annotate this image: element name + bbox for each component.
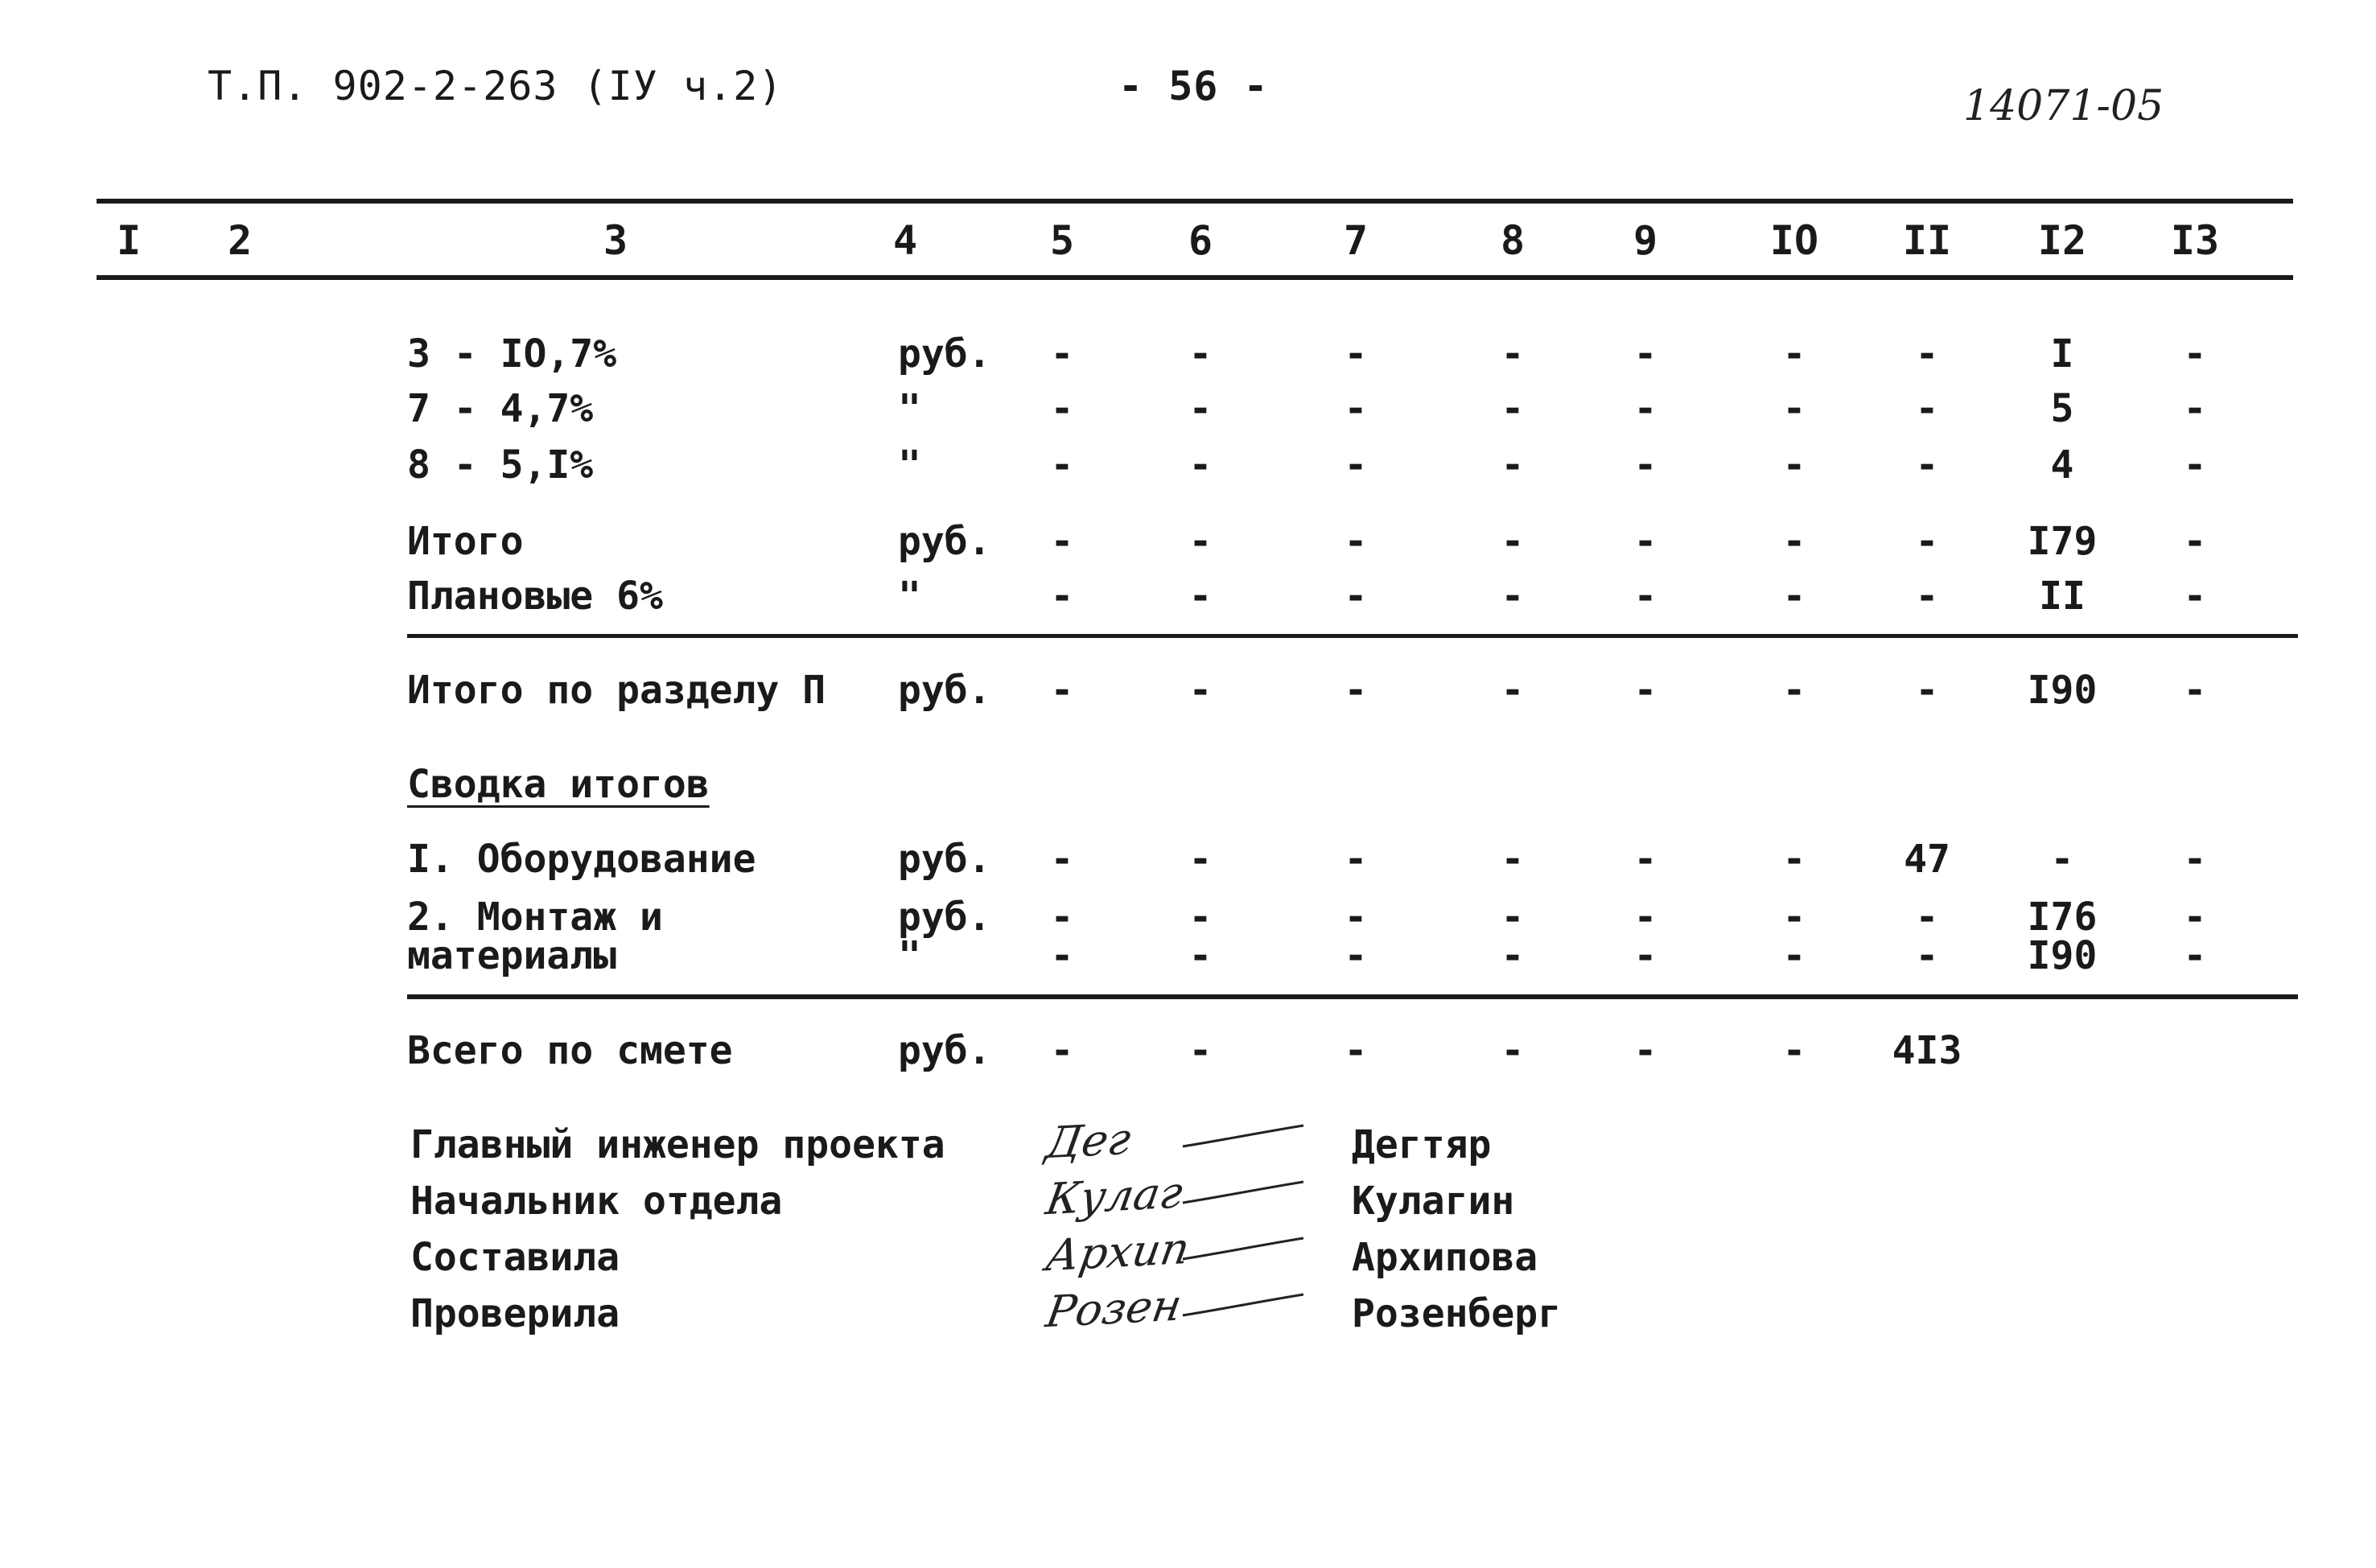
column-number-12: I2	[2037, 217, 2087, 264]
cell-col-6: -	[1188, 519, 1213, 564]
table-row	[0, 442, 2376, 491]
svg-text:Архип: Архип	[1042, 1222, 1193, 1282]
svg-text:Кулаг: Кулаг	[1042, 1167, 1187, 1225]
column-number-5: 5	[1049, 217, 1075, 264]
cell-col-8: -	[1501, 668, 1525, 713]
signatory-name: Кулагин	[1352, 1179, 1515, 1224]
row-unit: руб.	[898, 895, 991, 940]
row-label: Итого по разделу П	[407, 668, 826, 713]
cell-col-9: -	[1633, 386, 1657, 431]
column-number-2: 2	[227, 217, 253, 264]
summary-heading: Сводка итогов	[407, 762, 710, 807]
cell-col-9: -	[1633, 895, 1657, 940]
signature-row	[0, 1279, 2376, 1340]
column-number-1: I	[116, 217, 142, 264]
cell-col-13: -	[2183, 933, 2207, 978]
cell-col-6: -	[1188, 442, 1213, 488]
cell-col-12: II	[2039, 574, 2086, 619]
signature-row	[0, 1222, 2376, 1283]
header-bottom-rule	[97, 275, 2293, 280]
cell-col-6: -	[1188, 331, 1213, 377]
summary-row	[0, 933, 2376, 982]
row-unit: руб.	[898, 519, 991, 564]
signatory-name: Архипова	[1352, 1235, 1538, 1280]
cell-col-12: I76	[2027, 895, 2098, 940]
cell-col-8: -	[1501, 895, 1525, 940]
row-label: 7 - 4,7%	[407, 386, 594, 431]
cell-col-10: -	[1782, 386, 1806, 431]
cell-col-9: -	[1633, 1028, 1657, 1073]
signatory-name: Розенберг	[1352, 1291, 1562, 1336]
signatory-role: Главный инженер проекта	[410, 1122, 945, 1167]
table-row	[0, 331, 2376, 380]
column-number-9: 9	[1633, 217, 1658, 264]
cell-col-6: -	[1188, 574, 1213, 619]
cell-col-5: -	[1050, 895, 1074, 940]
row-label: Итого	[407, 519, 524, 564]
cell-col-5: -	[1050, 837, 1074, 882]
table-row	[0, 574, 2376, 622]
cell-col-7: -	[1344, 386, 1368, 431]
cell-col-12: I79	[2027, 519, 2098, 564]
column-number-13: I3	[2170, 217, 2220, 264]
column-number-6: 6	[1188, 217, 1213, 264]
cell-col-12: I90	[2027, 668, 2098, 713]
column-number-8: 8	[1500, 217, 1526, 264]
cell-col-5: -	[1050, 519, 1074, 564]
cell-col-10: -	[1782, 331, 1806, 377]
cell-col-11: -	[1915, 574, 1939, 619]
cell-col-6: -	[1188, 933, 1213, 978]
cell-col-9: -	[1633, 442, 1657, 488]
cell-col-6: -	[1188, 668, 1213, 713]
signature-row	[0, 1167, 2376, 1227]
cell-col-7: -	[1344, 837, 1368, 882]
cell-col-11: -	[1915, 933, 1939, 978]
cell-col-13: -	[2183, 895, 2207, 940]
cell-col-11: -	[1915, 895, 1939, 940]
column-number-7: 7	[1343, 217, 1369, 264]
column-number-3: 3	[603, 217, 628, 264]
signatory-role: Составила	[410, 1235, 620, 1280]
handwritten-signature	[1038, 1277, 1312, 1341]
cell-col-13: -	[2183, 386, 2207, 431]
section-rule	[407, 634, 2298, 638]
cell-col-12: I	[2050, 331, 2074, 377]
cell-col-11: -	[1915, 386, 1939, 431]
cell-col-9: -	[1633, 668, 1657, 713]
cell-col-5: -	[1050, 1028, 1074, 1073]
cell-col-8: -	[1501, 442, 1525, 488]
cell-col-8: -	[1501, 837, 1525, 882]
cell-col-11: -	[1915, 331, 1939, 377]
cell-col-11: -	[1915, 668, 1939, 713]
cell-col-10: -	[1782, 574, 1806, 619]
cell-col-9: -	[1633, 933, 1657, 978]
row-label: 2. Монтаж и	[407, 895, 663, 940]
cell-col-13: -	[2183, 837, 2207, 882]
cell-col-5: -	[1050, 386, 1074, 431]
row-label: материалы	[407, 933, 617, 978]
row-unit: "	[898, 442, 921, 488]
row-label: 3 - IO,7%	[407, 331, 617, 377]
row-unit: "	[898, 386, 921, 431]
row-unit: руб.	[898, 837, 991, 882]
cell-col-8: -	[1501, 933, 1525, 978]
cell-col-9: -	[1633, 837, 1657, 882]
cell-col-5: -	[1050, 331, 1074, 377]
summary-row	[0, 837, 2376, 885]
archive-number: 14071-05	[1963, 82, 2164, 130]
cell-col-7: -	[1344, 1028, 1368, 1073]
cell-col-12: I90	[2027, 933, 2098, 978]
cell-col-8: -	[1501, 1028, 1525, 1073]
column-number-4: 4	[892, 217, 918, 264]
cell-col-8: -	[1501, 331, 1525, 377]
row-unit: "	[898, 574, 921, 619]
cell-col-8: -	[1501, 574, 1525, 619]
row-label: I. Оборудование	[407, 837, 756, 882]
table-row	[0, 668, 2376, 716]
row-unit: руб.	[898, 331, 991, 377]
cell-col-12: 4	[2050, 442, 2074, 488]
cell-col-10: -	[1782, 895, 1806, 940]
svg-text:Розен: Розен	[1042, 1279, 1186, 1338]
document-reference: Т.П. 902-2-263 (IУ ч.2)	[208, 63, 784, 109]
cell-col-7: -	[1344, 933, 1368, 978]
column-number-11: II	[1902, 217, 1952, 264]
cell-col-11: -	[1915, 442, 1939, 488]
svg-text:Дег: Дег	[1042, 1113, 1134, 1169]
cell-col-12: -	[2050, 837, 2074, 882]
cell-col-7: -	[1344, 442, 1368, 488]
row-unit: руб.	[898, 668, 991, 713]
grand-total-row	[0, 1028, 2376, 1076]
cell-col-10: -	[1782, 933, 1806, 978]
cell-col-13: -	[2183, 442, 2207, 488]
signatory-name: Дегтяр	[1352, 1122, 1492, 1167]
cell-col-7: -	[1344, 574, 1368, 619]
handwritten-signature	[1038, 1108, 1312, 1172]
cell-col-7: -	[1344, 331, 1368, 377]
handwritten-signature	[1038, 1220, 1312, 1285]
cell-col-13: -	[2183, 668, 2207, 713]
handwritten-signature	[1038, 1164, 1312, 1228]
cell-col-6: -	[1188, 895, 1213, 940]
cell-col-11: 4I3	[1892, 1028, 1962, 1073]
cell-col-10: -	[1782, 1028, 1806, 1073]
cell-col-9: -	[1633, 574, 1657, 619]
cell-col-7: -	[1344, 895, 1368, 940]
cell-col-10: -	[1782, 519, 1806, 564]
signatory-role: Проверила	[410, 1291, 620, 1336]
cell-col-5: -	[1050, 442, 1074, 488]
cell-col-5: -	[1050, 933, 1074, 978]
signature-row	[0, 1113, 2376, 1171]
page-number: - 56 -	[1118, 63, 1269, 109]
cell-col-13: -	[2183, 331, 2207, 377]
cell-col-9: -	[1633, 331, 1657, 377]
cell-col-11: -	[1915, 519, 1939, 564]
cell-col-12: 5	[2050, 386, 2074, 431]
cell-col-8: -	[1501, 519, 1525, 564]
table-row	[0, 386, 2376, 434]
cell-col-11: 47	[1904, 837, 1950, 882]
cell-col-10: -	[1782, 668, 1806, 713]
cell-col-6: -	[1188, 837, 1213, 882]
cell-col-8: -	[1501, 386, 1525, 431]
cell-col-6: -	[1188, 1028, 1213, 1073]
summary-rule	[407, 994, 2298, 999]
row-unit: "	[898, 933, 921, 978]
table-row	[0, 519, 2376, 567]
cell-col-9: -	[1633, 519, 1657, 564]
cell-col-13: -	[2183, 519, 2207, 564]
cell-col-13: -	[2183, 574, 2207, 619]
cell-col-10: -	[1782, 837, 1806, 882]
cell-col-5: -	[1050, 668, 1074, 713]
cell-col-7: -	[1344, 519, 1368, 564]
signatory-role: Начальник отдела	[410, 1179, 783, 1224]
column-number-10: IO	[1769, 217, 1819, 264]
cell-col-5: -	[1050, 574, 1074, 619]
row-label: Плановые 6%	[407, 574, 663, 619]
top-rule	[97, 199, 2293, 204]
row-label: 8 - 5,I%	[407, 442, 594, 488]
row-unit: руб.	[898, 1028, 991, 1073]
cell-col-7: -	[1344, 668, 1368, 713]
row-label: Всего по смете	[407, 1028, 733, 1073]
cell-col-6: -	[1188, 386, 1213, 431]
cell-col-10: -	[1782, 442, 1806, 488]
